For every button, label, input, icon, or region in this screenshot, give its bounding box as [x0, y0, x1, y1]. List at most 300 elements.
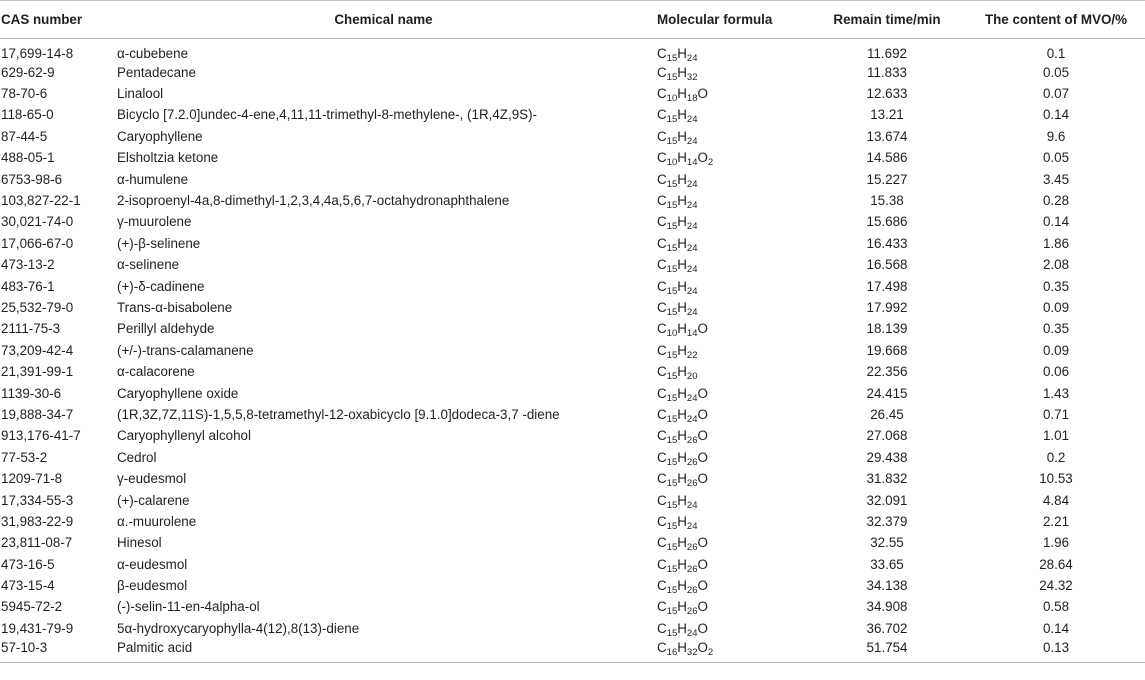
- chemical-name-cell: Bicyclo [7.2.0]undec-4-ene,4,11,11-trimethyl-8-methylene-, (1R,4Z,9S)-: [117, 107, 537, 123]
- table-row: [0, 533, 1145, 554]
- formula-element: H: [677, 257, 687, 273]
- formula-element: C: [657, 620, 667, 636]
- remain-time-cell: 12.633: [866, 86, 908, 102]
- header-chemical-name: Chemical name: [113, 1, 654, 39]
- cas-number-cell: 17,334-55-3: [1, 492, 74, 508]
- molecular-formula-cell: [654, 233, 807, 254]
- cas-number-cell: 913,176-41-7: [1, 428, 81, 444]
- formula-count: 24: [686, 413, 698, 425]
- formula-element: C: [657, 513, 667, 529]
- molecular-formula-cell: [654, 39, 807, 63]
- formula-element: H: [677, 86, 687, 102]
- mvo-content-cell: 1.43: [1042, 385, 1070, 401]
- molecular-formula-cell: [654, 447, 807, 468]
- chemical-name-cell: α-eudesmol: [117, 556, 188, 572]
- formula-element: C: [657, 128, 667, 144]
- header-mvo-content: The content of MVO/%: [967, 1, 1145, 39]
- molecular-formula-cell: [654, 190, 807, 211]
- molecular-formula-cell: [654, 62, 807, 83]
- table-row: [0, 575, 1145, 596]
- formula-element: H: [677, 513, 687, 529]
- cas-number-cell: 30,021-74-0: [1, 214, 74, 230]
- formula-count: 24: [686, 627, 698, 639]
- formula-element: C: [657, 385, 667, 401]
- chemical-name-cell: (+)-β-selinene: [117, 235, 201, 251]
- formula-element: O: [697, 406, 708, 422]
- header-molecular-formula: Molecular formula: [654, 1, 807, 39]
- cas-number-cell: 73,209-42-4: [1, 342, 74, 358]
- formula-element: O: [697, 535, 708, 551]
- formula-count: 2: [707, 157, 714, 169]
- formula-element: O: [697, 321, 708, 337]
- remain-time-cell: 19.668: [866, 342, 908, 358]
- formula-count: 15: [666, 371, 678, 383]
- formula-element: C: [657, 64, 667, 80]
- remain-time-cell: 16.433: [866, 235, 908, 251]
- remain-time-cell: 13.674: [866, 128, 908, 144]
- table-row: [0, 468, 1145, 489]
- table-row: [0, 105, 1145, 126]
- mvo-content-cell: 1.01: [1042, 428, 1070, 444]
- table-row: [0, 319, 1145, 340]
- table-row: [0, 447, 1145, 468]
- formula-count: 26: [686, 435, 698, 447]
- formula-element: C: [657, 578, 667, 594]
- chemical-name-cell: Trans-α-bisabolene: [117, 299, 233, 315]
- cas-number-cell: 473-16-5: [1, 556, 55, 572]
- cas-number-cell: 6753-98-6: [1, 171, 63, 187]
- formula-element: H: [677, 171, 687, 187]
- cas-number-cell: 473-15-4: [1, 578, 55, 594]
- table-row: [0, 169, 1145, 190]
- table-row: [0, 340, 1145, 361]
- formula-count: 15: [666, 585, 678, 597]
- table-row: [0, 554, 1145, 575]
- chemical-name-cell: Caryophyllenyl alcohol: [117, 428, 251, 444]
- formula-element: C: [657, 235, 667, 251]
- molecular-formula-cell: [654, 597, 807, 618]
- remain-time-cell: 17.992: [866, 299, 908, 315]
- molecular-formula-cell: [654, 340, 807, 361]
- molecular-formula-cell: [654, 511, 807, 532]
- molecular-formula-cell: [654, 618, 807, 639]
- chemical-name-cell: 5α-hydroxycaryophylla-4(12),8(13)-diene: [117, 620, 360, 636]
- formula-element: H: [677, 107, 687, 123]
- formula-element: C: [657, 428, 667, 444]
- molecular-formula-cell: [654, 468, 807, 489]
- formula-count: 15: [666, 349, 678, 361]
- molecular-formula-cell: [654, 148, 807, 169]
- table-row: [0, 83, 1145, 104]
- formula-count: 15: [666, 542, 678, 554]
- chemical-name-cell: Pentadecane: [117, 64, 196, 80]
- cas-number-cell: 19,431-79-9: [1, 620, 74, 636]
- cas-number-cell: 1209-71-8: [1, 471, 63, 487]
- chemical-name-cell: α.-muurolene: [117, 513, 197, 529]
- remain-time-cell: 22.356: [866, 364, 908, 380]
- remain-time-cell: 27.068: [866, 428, 908, 444]
- mvo-content-cell: 1.96: [1042, 535, 1070, 551]
- formula-element: H: [677, 620, 687, 636]
- formula-count: 15: [666, 221, 678, 233]
- mvo-content-cell: 0.14: [1042, 107, 1070, 123]
- formula-count: 24: [686, 285, 698, 297]
- formula-element: H: [677, 406, 687, 422]
- formula-count: 15: [666, 413, 678, 425]
- formula-element: C: [657, 449, 667, 465]
- formula-count: 22: [686, 349, 698, 361]
- molecular-formula-cell: [654, 126, 807, 147]
- formula-element: C: [657, 193, 667, 209]
- mvo-content-cell: 0.13: [967, 640, 1145, 663]
- formula-count: 20: [686, 371, 698, 383]
- chemical-name-cell: α-cubebene: [117, 46, 189, 61]
- formula-count: 26: [686, 478, 698, 490]
- formula-count: 14: [686, 157, 698, 169]
- chemical-name-cell: γ-muurolene: [117, 214, 192, 230]
- mvo-content-cell: 0.2: [1046, 449, 1066, 465]
- molecular-formula-cell: [654, 105, 807, 126]
- table-row: [0, 255, 1145, 276]
- remain-time-cell: 26.45: [870, 406, 904, 422]
- mvo-content-cell: 4.84: [1042, 492, 1070, 508]
- mvo-content-cell: 0.35: [1042, 321, 1070, 337]
- table-row: [0, 597, 1145, 618]
- molecular-formula-cell: [654, 404, 807, 425]
- formula-element: C: [657, 321, 667, 337]
- mvo-content-cell: 1.86: [1042, 235, 1070, 251]
- formula-element: H: [677, 321, 687, 337]
- cas-number-cell: 87-44-5: [1, 128, 48, 144]
- formula-element: C: [657, 171, 667, 187]
- cas-number-cell: 25,532-79-0: [1, 299, 74, 315]
- chemical-name-cell: (+/-)-trans-calamanene: [117, 342, 254, 358]
- cas-number-cell: 1139-30-6: [1, 385, 62, 401]
- formula-element: C: [657, 556, 667, 572]
- header-remain-time: Remain time/min: [807, 1, 967, 39]
- formula-element: H: [677, 235, 687, 251]
- formula-element: O: [697, 86, 708, 102]
- formula-count: 24: [686, 264, 698, 276]
- formula-element: C: [657, 535, 667, 551]
- formula-count: 24: [686, 178, 698, 190]
- formula-element: C: [657, 278, 667, 294]
- formula-count: 24: [686, 242, 698, 254]
- chemical-name-cell: (1R,3Z,7Z,11S)-1,5,5,8-tetramethyl-12-oxabicyclo [9.1.0]dodeca-3,7 -diene: [117, 406, 560, 422]
- formula-count: 16: [666, 646, 678, 658]
- cas-number-cell: 5945-72-2: [1, 599, 63, 615]
- table-row: [0, 383, 1145, 404]
- molecular-formula-cell: [654, 361, 807, 382]
- formula-element: C: [657, 150, 667, 166]
- remain-time-cell: 16.568: [866, 257, 908, 273]
- table-row: [0, 426, 1145, 447]
- formula-count: 15: [666, 53, 678, 64]
- formula-element: H: [677, 449, 687, 465]
- remain-time-cell: 18.139: [866, 321, 908, 337]
- remain-time-cell: 51.754: [807, 640, 967, 663]
- mvo-content-cell: 0.09: [1042, 299, 1070, 315]
- formula-element: H: [677, 599, 687, 615]
- remain-time-cell: 32.379: [866, 513, 908, 529]
- remain-time-cell: 17.498: [866, 278, 908, 294]
- remain-time-cell: 34.138: [866, 578, 908, 594]
- remain-time-cell: 13.21: [870, 107, 904, 123]
- formula-count: 10: [666, 93, 678, 105]
- formula-element: O: [697, 639, 708, 655]
- formula-element: H: [677, 428, 687, 444]
- mvo-content-cell: 0.14: [1042, 214, 1070, 230]
- formula-count: 15: [666, 627, 678, 639]
- formula-count: 14: [686, 328, 698, 340]
- formula-count: 26: [686, 606, 698, 618]
- formula-element: C: [657, 214, 667, 230]
- formula-element: H: [677, 639, 687, 655]
- mvo-content-cell: 24.32: [1039, 578, 1073, 594]
- formula-count: 24: [686, 135, 698, 147]
- formula-element: H: [677, 556, 687, 572]
- table-row: [0, 276, 1145, 297]
- formula-count: 15: [666, 563, 678, 575]
- mvo-content-cell: 0.05: [1042, 150, 1070, 166]
- molecular-formula-cell: [654, 533, 807, 554]
- formula-count: 24: [686, 114, 698, 126]
- formula-count: 18: [686, 93, 698, 105]
- molecular-formula-cell: [654, 575, 807, 596]
- formula-element: O: [697, 428, 708, 444]
- chemical-name-cell: Hinesol: [117, 535, 162, 551]
- cas-number-cell: 21,391-99-1: [1, 364, 74, 380]
- mvo-content-cell: 2.21: [1042, 513, 1070, 529]
- formula-count: 15: [666, 200, 678, 212]
- remain-time-cell: 15.227: [866, 171, 908, 187]
- remain-time-cell: 14.586: [866, 150, 908, 166]
- table-row: [0, 39, 1145, 63]
- formula-element: O: [697, 449, 708, 465]
- mvo-content-cell: 9.6: [1046, 128, 1066, 144]
- formula-count: 15: [666, 264, 678, 276]
- formula-count: 15: [666, 392, 678, 404]
- formula-count: 10: [666, 328, 678, 340]
- molecular-formula-cell: [654, 276, 807, 297]
- formula-count: 10: [666, 157, 678, 169]
- remain-time-cell: 29.438: [866, 449, 908, 465]
- mvo-content-cell: 0.28: [1042, 193, 1070, 209]
- remain-time-cell: 24.415: [866, 385, 908, 401]
- cas-number-cell: 78-70-6: [1, 86, 48, 102]
- formula-count: 15: [666, 114, 678, 126]
- chemical-name-cell: Linalool: [117, 86, 164, 102]
- chemical-name-cell: (-)-selin-11-en-4alpha-ol: [117, 599, 260, 615]
- formula-count: 32: [686, 71, 698, 83]
- mvo-content-cell: 28.64: [1039, 556, 1073, 572]
- formula-count: 24: [686, 499, 698, 511]
- formula-element: C: [657, 299, 667, 315]
- table-row: [0, 297, 1145, 318]
- chemical-name-cell: α-selinene: [117, 257, 180, 273]
- table-row: [0, 126, 1145, 147]
- cas-number-cell: 483-76-1: [1, 278, 55, 294]
- mvo-content-cell: 0.1: [1046, 46, 1066, 61]
- chemical-name-cell: Perillyl aldehyde: [117, 321, 215, 337]
- formula-count: 26: [686, 563, 698, 575]
- cas-number-cell: 103,827-22-1: [1, 193, 81, 209]
- remain-time-cell: 32.091: [866, 492, 908, 508]
- cas-number-cell: 57-10-3: [0, 640, 113, 663]
- chemical-name-cell: Cedrol: [117, 449, 157, 465]
- cas-number-cell: 23,811-08-7: [1, 535, 73, 551]
- formula-element: C: [657, 86, 667, 102]
- formula-element: C: [657, 599, 667, 615]
- formula-element: C: [657, 107, 667, 123]
- mvo-content-cell: 0.09: [1042, 342, 1070, 358]
- formula-count: 24: [686, 306, 698, 318]
- mvo-content-cell: 0.35: [1042, 278, 1070, 294]
- molecular-formula-cell: [654, 490, 807, 511]
- table-row: [0, 511, 1145, 532]
- chemical-name-cell: Elsholtzia ketone: [117, 150, 219, 166]
- table-header: [0, 1, 1145, 39]
- cas-number-cell: 2111-75-3: [1, 321, 61, 337]
- formula-count: 24: [686, 392, 698, 404]
- formula-count: 15: [666, 178, 678, 190]
- table-row: [0, 618, 1145, 639]
- formula-count: 15: [666, 478, 678, 490]
- formula-element: H: [677, 492, 687, 508]
- molecular-formula-cell: [654, 169, 807, 190]
- cas-number-cell: 31,983-22-9: [1, 513, 74, 529]
- table-row: [0, 404, 1145, 425]
- formula-count: 24: [686, 200, 698, 212]
- formula-count: 2: [707, 646, 714, 658]
- formula-count: 26: [686, 542, 698, 554]
- remain-time-cell: 31.832: [866, 471, 908, 487]
- chemical-name-cell: β-eudesmol: [117, 578, 188, 594]
- formula-element: C: [657, 406, 667, 422]
- remain-time-cell: 15.38: [870, 193, 904, 209]
- cas-number-cell: 118-65-0: [1, 107, 54, 123]
- remain-time-cell: 36.702: [866, 620, 908, 636]
- formula-count: 15: [666, 242, 678, 254]
- mvo-content-cell: 0.05: [1042, 64, 1070, 80]
- formula-element: O: [697, 385, 708, 401]
- mvo-content-cell: 0.07: [1042, 86, 1070, 102]
- table-row: [0, 212, 1145, 233]
- formula-element: H: [677, 278, 687, 294]
- formula-count: 15: [666, 456, 678, 468]
- formula-element: O: [697, 599, 708, 615]
- formula-count: 15: [666, 135, 678, 147]
- formula-element: O: [697, 471, 708, 487]
- formula-element: H: [677, 535, 687, 551]
- table-body: [0, 39, 1145, 663]
- remain-time-cell: 33.65: [870, 556, 904, 572]
- mvo-content-cell: 0.71: [1042, 406, 1070, 422]
- table-row: [0, 190, 1145, 211]
- molecular-formula-cell: [654, 255, 807, 276]
- mvo-content-cell: 0.06: [1042, 364, 1070, 380]
- cas-number-cell: 629-62-9: [1, 64, 55, 80]
- formula-element: H: [677, 128, 687, 144]
- formula-element: O: [697, 578, 708, 594]
- molecular-formula-cell: [654, 83, 807, 104]
- mvo-content-cell: 10.53: [1039, 471, 1073, 487]
- formula-count: 24: [686, 53, 698, 64]
- molecular-formula-cell: [654, 554, 807, 575]
- formula-count: 26: [686, 456, 698, 468]
- formula-element: H: [677, 342, 687, 358]
- chemical-name-cell: Caryophyllene: [117, 128, 203, 144]
- formula-count: 32: [686, 646, 698, 658]
- chemical-name-cell: (+)-δ-cadinene: [117, 278, 205, 294]
- molecular-formula-cell: [654, 640, 807, 663]
- table-row: [0, 62, 1145, 83]
- formula-count: 15: [666, 499, 678, 511]
- mvo-content-cell: 0.58: [1042, 599, 1070, 615]
- header-row: [0, 1, 1145, 39]
- cas-number-cell: 488-05-1: [1, 150, 55, 166]
- molecular-formula-cell: [654, 297, 807, 318]
- chemical-name-cell: Caryophyllene oxide: [117, 385, 239, 401]
- table-row: [0, 233, 1145, 254]
- formula-count: 24: [686, 221, 698, 233]
- formula-element: O: [697, 556, 708, 572]
- mvo-content-cell: 3.45: [1042, 171, 1070, 187]
- cas-number-cell: 77-53-2: [1, 449, 48, 465]
- remain-time-cell: 34.908: [866, 599, 908, 615]
- molecular-formula-cell: [654, 212, 807, 233]
- formula-element: H: [677, 471, 687, 487]
- chemical-name-cell: 2-isoproenyl-4a,8-dimethyl-1,2,3,4,4a,5,6,7-octahydronaphthalene: [117, 193, 510, 209]
- table-row: [0, 490, 1145, 511]
- formula-element: H: [677, 46, 687, 61]
- cas-number-cell: 17,699-14-8: [1, 46, 74, 61]
- chemical-name-cell: (+)-calarene: [117, 492, 190, 508]
- cas-number-cell: 17,066-67-0: [1, 235, 74, 251]
- remain-time-cell: 11.833: [867, 64, 907, 80]
- formula-element: C: [657, 639, 667, 655]
- formula-element: H: [677, 364, 687, 380]
- formula-element: C: [657, 471, 667, 487]
- chemical-name-cell: α-calacorene: [117, 364, 195, 380]
- formula-element: H: [677, 578, 687, 594]
- formula-element: H: [677, 299, 687, 315]
- header-cas-number: CAS number: [0, 1, 113, 39]
- formula-count: 15: [666, 306, 678, 318]
- formula-count: 15: [666, 520, 678, 532]
- formula-element: H: [677, 150, 687, 166]
- remain-time-cell: 11.692: [867, 46, 907, 61]
- formula-element: C: [657, 492, 667, 508]
- table-row: [0, 640, 1145, 663]
- molecular-formula-cell: [654, 383, 807, 404]
- formula-element: H: [677, 385, 687, 401]
- formula-count: 24: [686, 520, 698, 532]
- molecular-formula-cell: [654, 319, 807, 340]
- formula-element: O: [697, 620, 708, 636]
- formula-element: H: [677, 214, 687, 230]
- chemical-name-cell: γ-eudesmol: [117, 471, 187, 487]
- mvo-content-cell: 0.14: [1042, 620, 1070, 636]
- cas-number-cell: 473-13-2: [1, 257, 55, 273]
- table-row: [0, 361, 1145, 382]
- molecular-formula-cell: [654, 426, 807, 447]
- mvo-content-cell: 2.08: [1042, 257, 1070, 273]
- chemical-name-cell: Palmitic acid: [113, 640, 654, 663]
- formula-count: 15: [666, 285, 678, 297]
- formula-element: C: [657, 342, 667, 358]
- formula-element: C: [657, 46, 667, 61]
